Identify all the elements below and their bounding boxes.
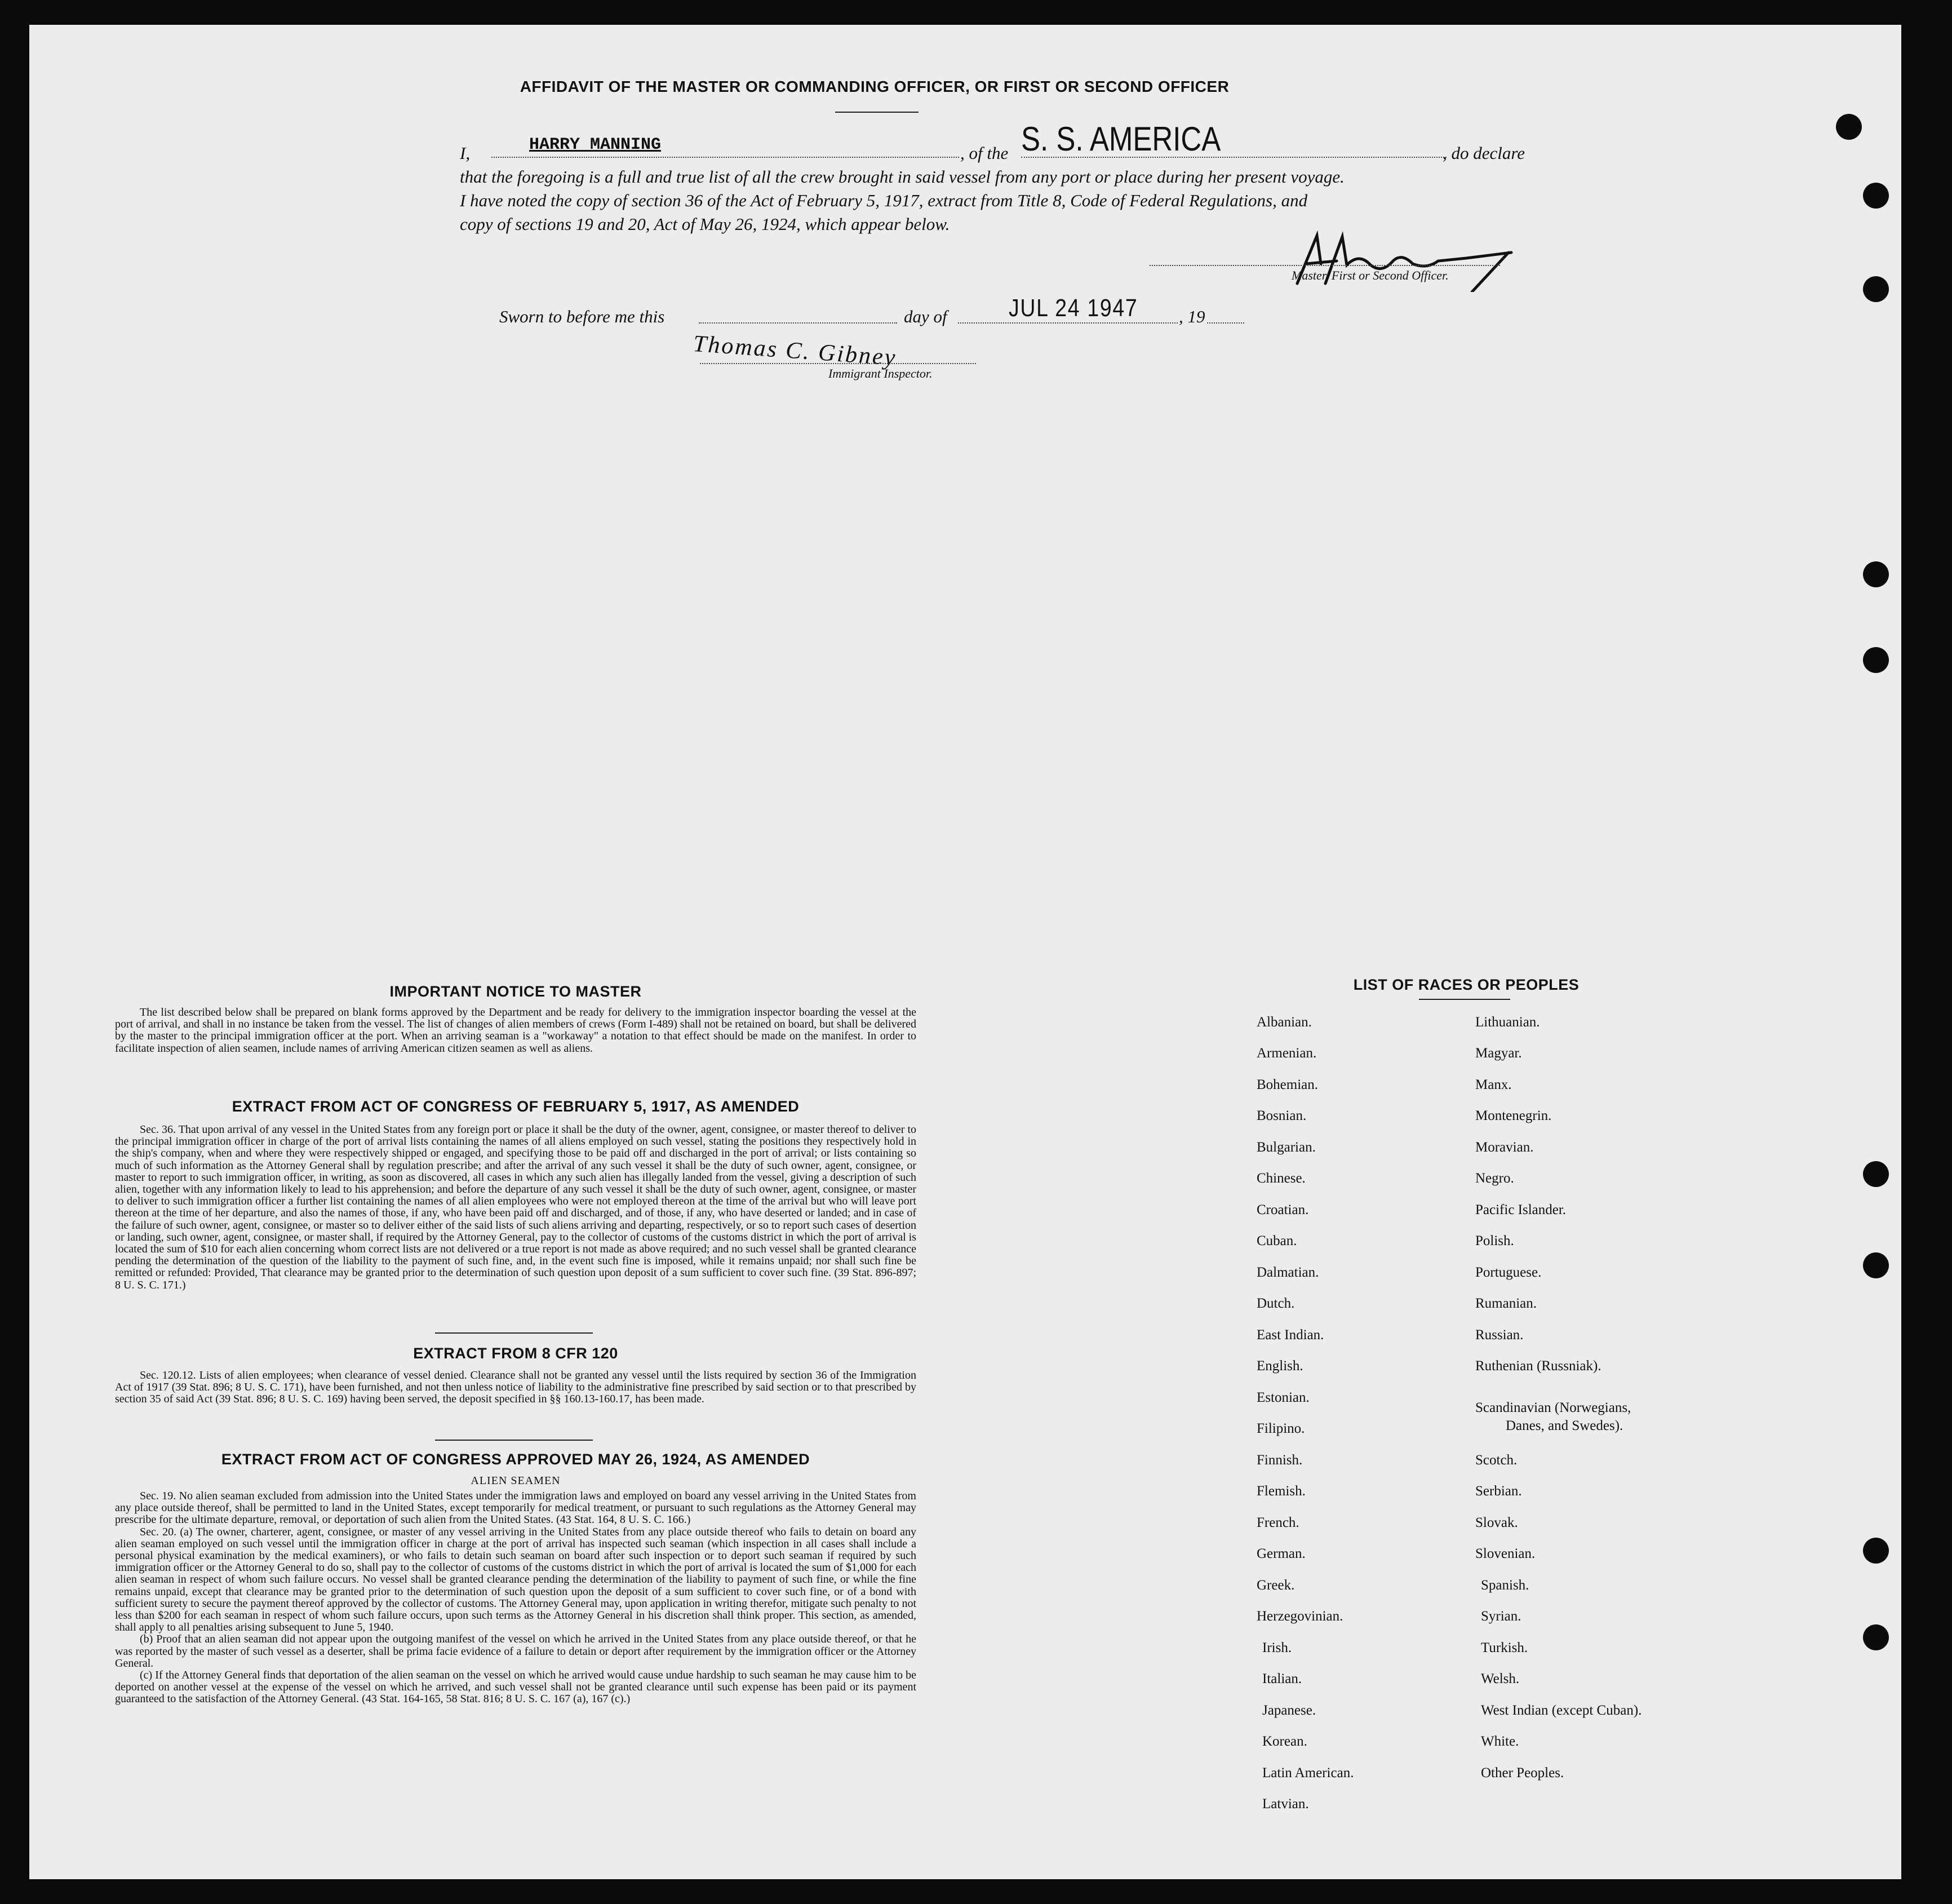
race-item: Croatian. — [1257, 1202, 1309, 1217]
race-item: German. — [1257, 1546, 1306, 1561]
race-item: Cuban. — [1257, 1233, 1297, 1248]
race-item: Irish. — [1262, 1640, 1292, 1655]
race-item: Syrian. — [1481, 1609, 1521, 1624]
race-item: Chinese. — [1257, 1171, 1306, 1186]
race-item: Bosnian. — [1257, 1108, 1307, 1123]
punch-hole — [1863, 647, 1889, 673]
affidavit-line-3: I have noted the copy of section 36 of the Act of February 5, 1917, extract from Title 8, Code of Federal Regulations, and — [460, 191, 1308, 210]
races-title: LIST OF RACES OR PEOPLES — [1353, 976, 1580, 993]
race-item: Estonian. — [1257, 1390, 1310, 1405]
race-item: Dutch. — [1257, 1296, 1295, 1311]
punch-hole — [1863, 1161, 1889, 1187]
affidavit-line-4: copy of sections 19 and 20, Act of May 26, 1924, which appear below. — [460, 214, 950, 234]
race-item: Manx. — [1475, 1077, 1512, 1092]
race-item: Scotch. — [1475, 1453, 1518, 1468]
race-item: Russian. — [1475, 1327, 1524, 1343]
race-item: Portuguese. — [1475, 1265, 1542, 1280]
extract-cfr-text — [115, 1370, 916, 1406]
race-item: Bulgarian. — [1257, 1140, 1316, 1155]
document-page — [29, 25, 1901, 1879]
race-item: English. — [1257, 1358, 1303, 1374]
vessel-dotline — [1021, 157, 1447, 158]
master-caption: Master, First or Second Officer. — [1292, 268, 1449, 282]
race-item: Armenian. — [1257, 1046, 1317, 1061]
notice-title: IMPORTANT NOTICE TO MASTER — [389, 983, 642, 1000]
punch-hole — [1863, 183, 1889, 209]
section-19-paragraph: Sec. 19. No alien seaman excluded from admission into the United States under the immigration laws and employed on board any vessel arriving in the United States from any place outside thereof, shall be permitted to land in the United States, except temporarily for medical treatment, or pursuant to such regulations as the Attorney General may prescribe for the ultimate departure, removal, or deportation of such alien from the United States. (43 Stat. 164, 8 U. S. C. 166.) — [115, 1490, 916, 1526]
race-item: Slovak. — [1475, 1515, 1518, 1530]
inspector-dotline — [700, 363, 976, 364]
title-rule — [835, 112, 919, 113]
race-item: Montenegrin. — [1475, 1108, 1552, 1123]
race-item: Albanian. — [1257, 1015, 1312, 1030]
race-item: Moravian. — [1475, 1140, 1534, 1155]
section-20b-paragraph: (b) Proof that an alien seaman did not appear upon the outgoing manifest of the vessel on which he arrived in the United States from any place outside thereof, or that he was reported by the master of such vessel as a deserter, shall be prima facie evidence of a failure to detain or deport after requirement by the immigration officer or the Attorney General. — [115, 1633, 916, 1670]
affidavit-title: AFFIDAVIT OF THE MASTER OR COMMANDING OFFICER, OR FIRST OR SECOND OFFICER — [520, 78, 1230, 95]
race-item: Italian. — [1262, 1671, 1302, 1686]
race-item: Danes, and Swedes). — [1506, 1418, 1623, 1433]
year-prefix: , 19 — [1179, 307, 1205, 326]
punch-hole — [1863, 561, 1889, 587]
race-item: Latin American. — [1262, 1765, 1354, 1781]
race-item: East Indian. — [1257, 1327, 1324, 1343]
section-rule — [435, 1332, 593, 1334]
day-of-label: day of — [904, 307, 947, 326]
section-20c-paragraph: (c) If the Attorney General finds that deportation of the alien seaman on the vessel on which he arrived would cause undue hardship to such seaman he may cause him to be deported on another vessel at the expense of the vessel on which he arrived, and such vessel shall not be granted clearance until such expense has been paid or its payment guaranteed to the satisfaction of the Attorney General. (43 Stat. 164-165, 58 Stat. 816; 8 U. S. C. 167 (a), 167 (c).) — [115, 1669, 916, 1706]
name-dotline — [491, 157, 959, 158]
affidavit-do-declare: , do declare — [1443, 143, 1525, 163]
inspector-caption: Immigrant Inspector. — [828, 366, 933, 380]
race-item: Korean. — [1262, 1734, 1307, 1749]
race-item: Flemish. — [1257, 1484, 1306, 1499]
extract-1924-subtitle: ALIEN SEAMEN — [471, 1475, 561, 1487]
affidavit-of-the: , of the — [960, 143, 1009, 163]
race-item: Spanish. — [1481, 1578, 1529, 1593]
extract-1917-text — [115, 1124, 916, 1291]
race-item: Ruthenian (Russniak). — [1475, 1358, 1601, 1374]
race-item: Japanese. — [1262, 1703, 1316, 1718]
race-item: Greek. — [1257, 1578, 1295, 1593]
race-item: White. — [1481, 1734, 1519, 1749]
race-item: Lithuanian. — [1475, 1015, 1540, 1030]
master-name: HARRY MANNING — [529, 135, 662, 154]
race-item: Latvian. — [1262, 1796, 1309, 1812]
notice-paragraph: The list described below shall be prepared on blank forms approved by the Department and be ready for delivery to the immigration inspector boarding the vessel at the port of arrival, and shall in no instance be taken from the vessel. The list of changes of alien members of crews (Form I-489) shall not be retained on board, but shall be delivered by the master to the principal immigration officer at the port. When an arriving seaman is a "workaway" a notation to that effect should be made on the manifest. In order to facilitate inspection of alien seamen, include names of arriving American citizen seamen as well as aliens. — [115, 1006, 916, 1055]
race-item: Bohemian. — [1257, 1077, 1319, 1092]
section-rule — [435, 1440, 593, 1441]
race-item: Pacific Islander. — [1475, 1202, 1567, 1217]
punch-hole — [1863, 1624, 1889, 1650]
races-rule — [1419, 999, 1510, 1000]
race-item: Slovenian. — [1475, 1546, 1536, 1561]
race-item: Other Peoples. — [1481, 1765, 1564, 1781]
race-item: Turkish. — [1481, 1640, 1528, 1655]
sworn-label: Sworn to before me this — [499, 307, 665, 326]
race-item: French. — [1257, 1515, 1299, 1530]
affidavit-line-2: that the foregoing is a full and true list of all the crew brought in said vessel from any port or place during her present voyage. — [460, 167, 1345, 187]
punch-hole — [1863, 1252, 1889, 1278]
extract-1917-title: EXTRACT FROM ACT OF CONGRESS OF FEBRUARY 5, 1917, AS AMENDED — [232, 1098, 800, 1115]
race-item: Scandinavian (Norwegians, — [1475, 1400, 1631, 1415]
race-item: Filipino. — [1257, 1421, 1305, 1436]
race-item: Rumanian. — [1475, 1296, 1537, 1311]
vessel-name: S. S. AMERICA — [1021, 120, 1221, 158]
race-item: Serbian. — [1475, 1484, 1522, 1499]
extract-1924-text — [115, 1490, 916, 1706]
race-item: Herzegovinian. — [1257, 1609, 1343, 1624]
extract-1924-title: EXTRACT FROM ACT OF CONGRESS APPROVED MAY 26, 1924, AS AMENDED — [221, 1451, 810, 1468]
year-dotline — [1207, 322, 1244, 324]
race-item: Welsh. — [1481, 1671, 1520, 1686]
race-item: West Indian (except Cuban). — [1481, 1703, 1642, 1718]
section-120-paragraph: Sec. 120.12. Lists of alien employees; when clearance of vessel denied. Clearance shall not be granted any vessel until the lists required by section 36 of the Immigration Act of 1917 (39 Stat. 896; 8 U. S. C. 171), have been furnished, and not then unless notice of liability to the administrative fine prescribed by said section or to that prescribed by section 35 of said Act (39 Stat. 896; 8 U. S. C. 169) having been served, the deposit specified in §§ 160.13-160.17, has been made. — [115, 1369, 916, 1406]
extract-cfr-title: EXTRACT FROM 8 CFR 120 — [413, 1345, 618, 1362]
sworn-dotline — [699, 322, 897, 324]
affidavit-i: I, — [460, 143, 471, 163]
race-item: Negro. — [1475, 1171, 1514, 1186]
section-20a-paragraph: Sec. 20. (a) The owner, charterer, agent, consignee, or master of any vessel arriving in the United States from any place outside thereof who fails to detain on board any alien seaman employed on such vessel until the immigration officer in charge at the port of arrival has inspected such seaman (which inspection in all cases shall include a personal physical examination by the medical examiners), or who fails to detain such seaman on board after such inspection or to deport such seaman if required by such immigration officer or the Attorney General to do so, shall pay to the collector of customs of the customs district in which the port of arrival is located the sum of $1,000 for each alien seaman in respect of whom such failure occurs. No vessel shall be granted clearance pending the determination of the liability to payment of such fine, or while the fine remains unpaid, except that clearance may be granted prior to the determination of such question upon the deposit of a sum sufficient to cover such fine, or of a bond with sufficient surety to secure the payment thereof approved by the collector of customs. The Attorney General may, upon application in writing therefor, mitigate such penalty to not less than $200 for each seaman in respect of whom such failure occurs, upon such terms as the Attorney General in his discretion shall think proper. This section, as amended, shall apply to all penalties arising subsequent to June 5, 1940. — [115, 1525, 916, 1634]
punch-hole — [1836, 114, 1862, 140]
notice-text — [115, 1007, 916, 1055]
punch-hole — [1863, 276, 1889, 302]
race-item: Magyar. — [1475, 1046, 1522, 1061]
section-36-paragraph: Sec. 36. That upon arrival of any vessel in the United States from any foreign port or place it shall be the duty of the owner, agent, consignee, or master thereof to deliver to the principal immigration officer in charge of the port of arrival lists containing the names of all aliens employed on such vessel, stating the positions they respectively hold in the ship's company, when and where they were respectively shipped or engaged, and specifying those to be paid off and discharged in the port of arrival; or lists containing so much of such information as the Attorney General shall by regulation prescribe; and after the arrival of any such vessel it shall be the duty of such owner, agent, consignee, or master to report to such immigration officer, in writing, as soon as discovered, all cases in which any such alien has illegally landed from the vessel, giving a description of such alien, together with any information likely to lead to his apprehension; and before the departure of any such vessel it shall be the duty of such owner, agent, consignee, or master to deliver to such immigration officer a further list containing the names of all alien employees who were not employed thereon at the time of the arrival but who will leave port thereon at the time of her departure, and also the names of those, if any, who have been paid off and discharged, and of those, if any, who have deserted or landed; and in case of the failure of such owner, agent, consignee, or master so to deliver either of the said lists of such aliens arriving and departing, respectively, or so to report such cases of desertion or landing, such owner, agent, consignee, or master shall, if required by the Attorney General, pay to the collector of customs of the customs district in which the port of arrival is located the sum of $10 for each alien concerning whom correct lists are not delivered or a true report is not made as above required; and no such vessel shall be granted clearance pending the determination of the question of the liability to the payment of such fine, and, in the event such fine is imposed, while it remains unpaid; nor shall such fine be remitted or refunded: Provided, That clearance may be granted prior to the determination of such question upon deposit of a sum sufficient to cover such fine. (39 Stat. 896-897; 8 U. S. C. 171.) — [115, 1123, 916, 1291]
master-dotline — [1150, 265, 1500, 266]
inspector-signature: Thomas C. Gibney — [692, 330, 898, 371]
race-item: Dalmatian. — [1257, 1265, 1319, 1280]
date-dotline — [958, 322, 1178, 324]
punch-hole — [1863, 1538, 1889, 1564]
race-item: Finnish. — [1257, 1453, 1303, 1468]
date-stamp: JUL 24 1947 — [1009, 294, 1138, 322]
race-item: Polish. — [1475, 1233, 1514, 1248]
